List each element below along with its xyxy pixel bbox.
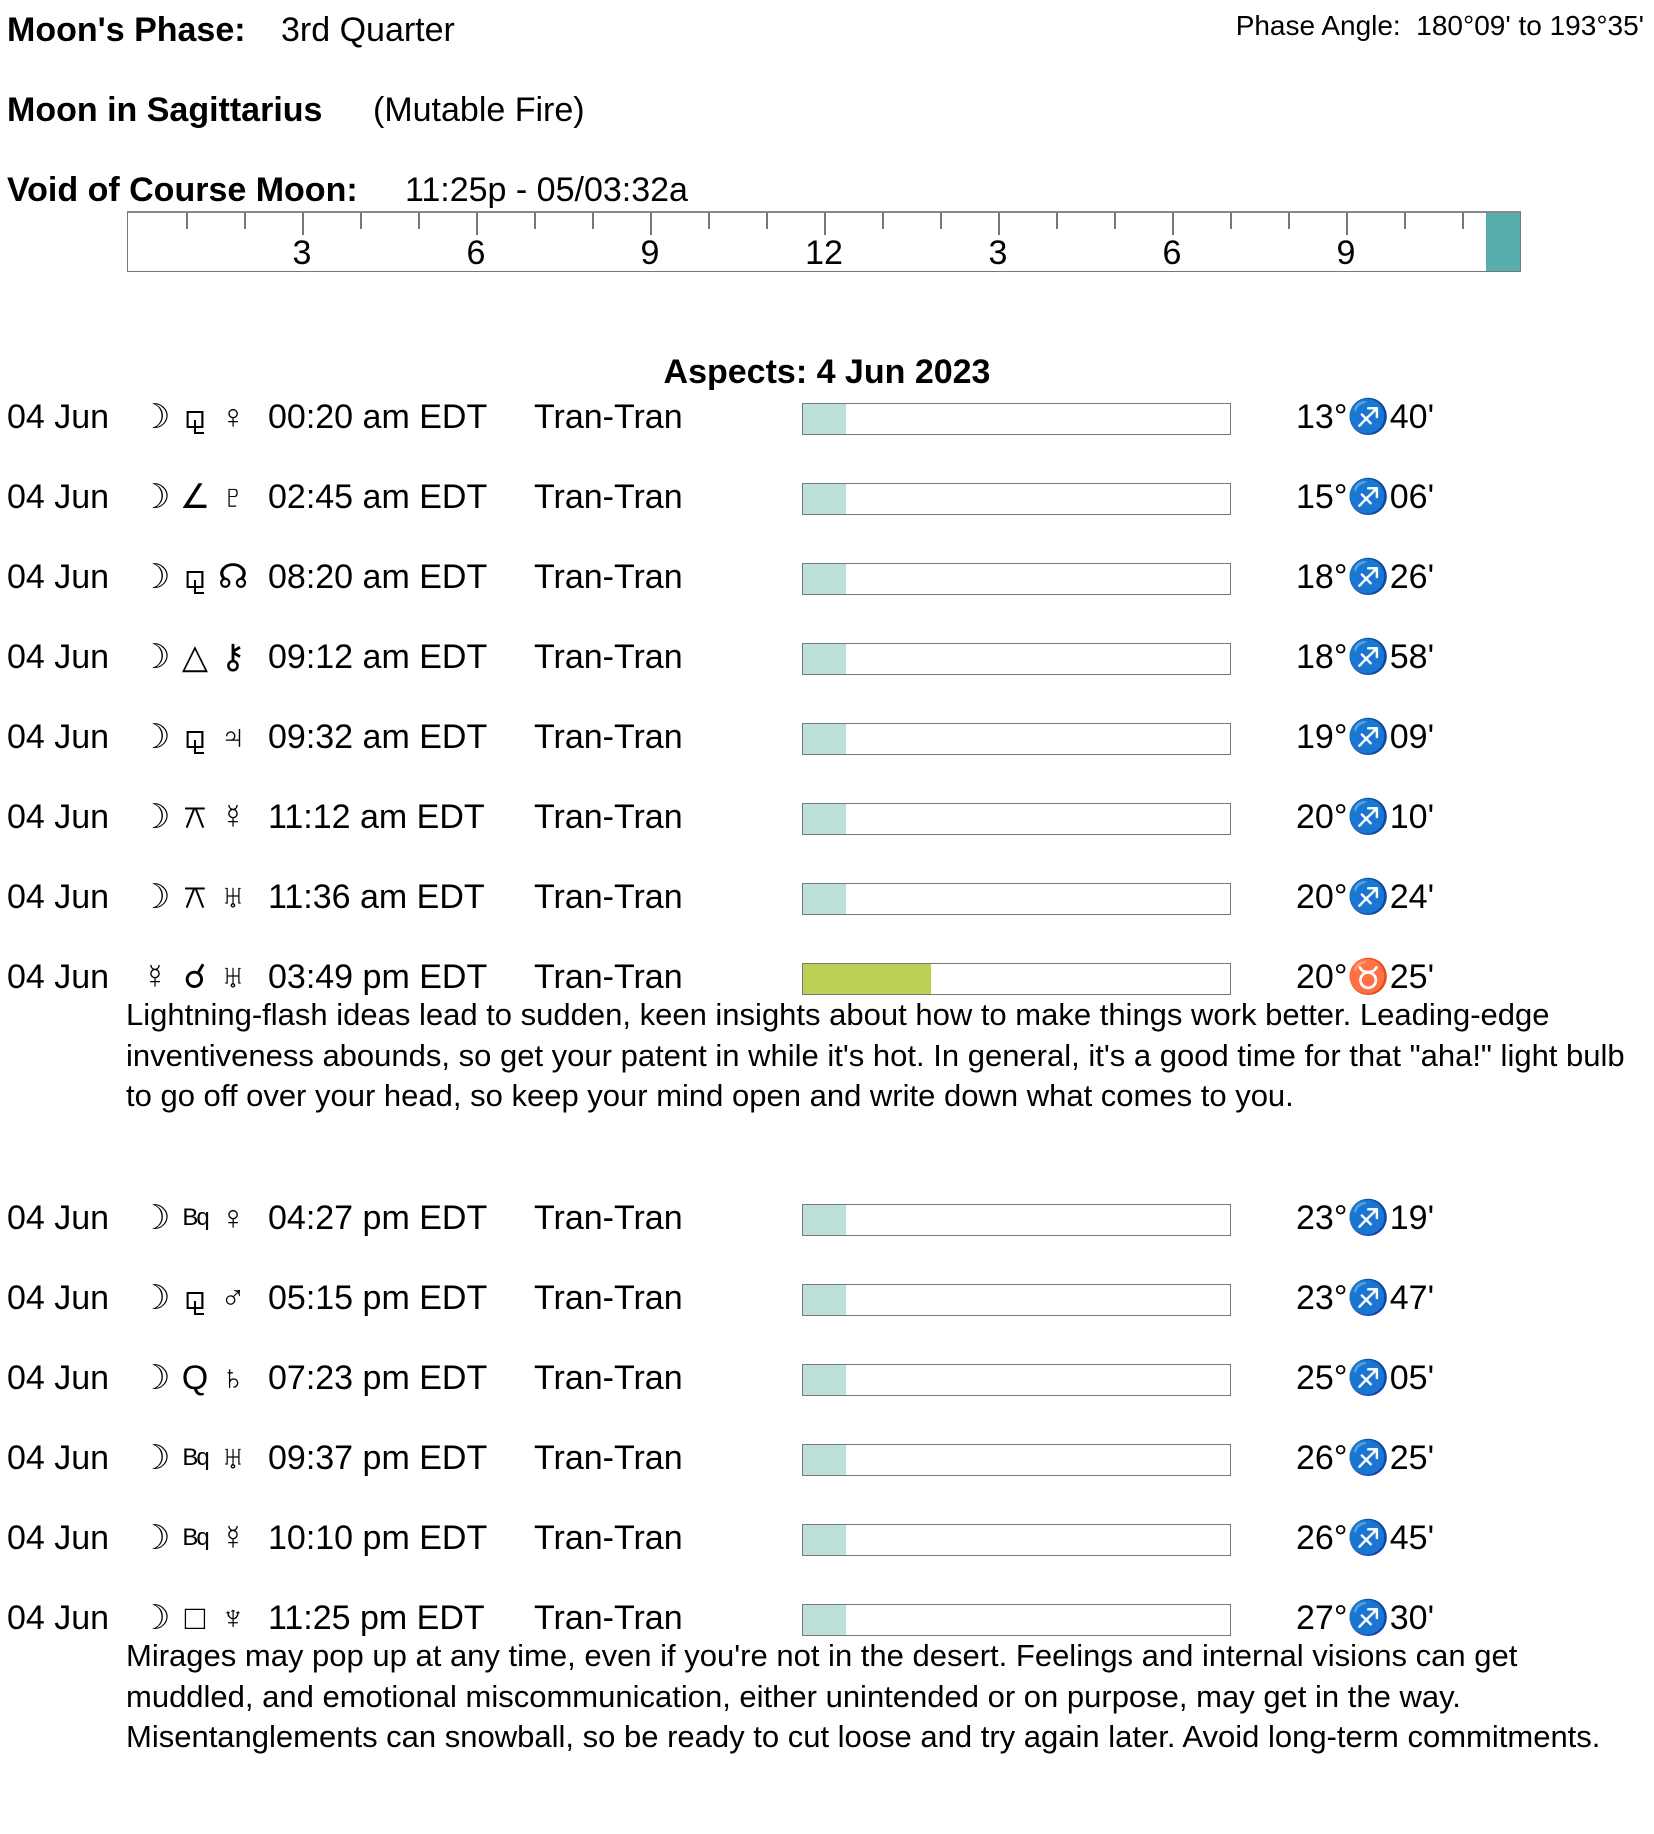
pluto-icon: ♇ [220,478,246,516]
timeline-tick [1346,213,1348,235]
aspect-row [0,877,1654,917]
aspect-strength-bar [802,643,1231,675]
moon-icon: ☽ [140,1359,171,1397]
aspect-position: 19°♐09' [1296,718,1435,756]
aspect-date: 04 Jun [7,1359,110,1397]
timeline-tick [650,213,652,235]
moon-sign-label: Moon in Sagittarius [7,91,323,129]
void-of-course-timeline [127,211,1521,272]
moon-sign-element: (Mutable Fire) [373,91,585,129]
aspect-type: Tran-Tran [534,398,683,436]
timeline-hour-label: 6 [1162,234,1182,272]
aspect-time: 09:32 am EDT [268,718,488,756]
aspect-time: 09:37 pm EDT [268,1439,488,1477]
aspect-time: 07:23 pm EDT [268,1359,488,1397]
timeline-tick [766,213,768,229]
neptune-icon: ♆ [220,1599,246,1637]
quincunx-icon: ⚻ [183,878,207,916]
aspect-strength-bar [802,1524,1231,1556]
aspect-strength-fill [803,1525,846,1555]
aspect-strength-fill [803,1205,846,1235]
aspect-date: 04 Jun [7,478,110,516]
aspect-strength-fill [803,1445,846,1475]
timeline-tick [1404,213,1406,229]
biquintile-icon: Bq [182,1204,208,1231]
aspect-position: 15°♐06' [1296,478,1435,516]
aspect-row [0,1278,1654,1318]
venus-icon: ♀ [220,1199,246,1237]
biquintile-icon: Bq [182,1444,208,1471]
aspect-date: 04 Jun [7,1599,110,1637]
aspect-time: 09:12 am EDT [268,638,488,676]
aspect-position: 18°♐26' [1296,558,1435,596]
aspect-strength-fill [803,724,846,754]
moon-phase-value: 3rd Quarter [281,11,455,49]
aspect-row [0,1598,1654,1638]
aspect-strength-fill [803,644,846,674]
mercury-icon: ☿ [142,958,168,996]
saturn-icon: ♄ [220,1359,246,1397]
mars-icon: ♂ [220,1279,246,1317]
aspect-date: 04 Jun [7,1279,110,1317]
aspect-time: 03:49 pm EDT [268,958,488,996]
aspect-strength-fill [803,484,846,514]
aspect-time: 10:10 pm EDT [268,1519,488,1557]
sesquiquadrate-icon: ⚼ [183,398,207,436]
timeline-tick [1114,213,1116,229]
node-icon: ☊ [218,558,249,596]
moon-icon: ☽ [140,1519,171,1557]
aspect-type: Tran-Tran [534,718,683,756]
aspect-date: 04 Jun [7,1199,110,1237]
void-of-course-value: 11:25p - 05/03:32a [405,171,688,209]
aspect-position: 18°♐58' [1296,638,1435,676]
quintile-icon: Q [181,1359,209,1397]
moon-icon: ☽ [140,478,171,516]
timeline-tick [940,213,942,229]
uranus-icon: ♅ [220,1439,246,1477]
aspect-strength-bar [802,1284,1231,1316]
mercury-icon: ☿ [220,798,246,836]
aspect-row [0,1358,1654,1398]
aspect-position: 13°♐40' [1296,398,1435,436]
timeline-tick [1230,213,1232,229]
aspect-type: Tran-Tran [534,1599,683,1637]
moon-icon: ☽ [140,558,171,596]
aspect-strength-fill [803,804,846,834]
aspect-strength-fill [803,884,846,914]
timeline-tick [302,213,304,235]
aspect-type: Tran-Tran [534,958,683,996]
moon-icon: ☽ [140,1279,171,1317]
timeline-tick [1462,213,1464,229]
aspect-strength-bar [802,1204,1231,1236]
uranus-icon: ♅ [220,958,246,996]
aspect-strength-fill [803,964,931,994]
timeline-tick [998,213,1000,235]
timeline-tick [186,213,188,229]
moon-icon: ☽ [140,638,171,676]
aspect-row [0,1198,1654,1238]
aspect-position: 27°♐30' [1296,1599,1435,1637]
aspect-date: 04 Jun [7,558,110,596]
mercury-icon: ☿ [220,1519,246,1557]
aspect-row [0,717,1654,757]
phase-angle-label: Phase Angle: [1235,10,1401,41]
timeline-hour-label: 3 [988,234,1008,272]
sesquiquadrate-icon: ⚼ [183,1279,207,1317]
aspect-time: 11:36 am EDT [268,878,485,916]
aspect-row [0,1438,1654,1478]
aspect-type: Tran-Tran [534,1279,683,1317]
aspect-strength-bar [802,883,1231,915]
timeline-tick [592,213,594,229]
aspect-strength-fill [803,1365,846,1395]
aspect-description: Lightning-flash ideas lead to sudden, keen insights about how to make things work better. Leading-edge inventiveness abounds, so get your patent in while it's hot. In general, it's a good time for that "aha!" light bulb to go off over your head, so keep your mind open and write down what comes to you. [126,997,1625,1113]
timeline-hour-label: 6 [466,234,486,272]
aspect-strength-fill [803,1605,846,1635]
moon-icon: ☽ [140,398,171,436]
timeline-tick [1056,213,1058,229]
phase-angle [1236,8,1644,44]
aspect-strength-bar [802,1444,1231,1476]
timeline-tick [1172,213,1174,235]
moon-icon: ☽ [140,878,171,916]
aspect-date: 04 Jun [7,718,110,756]
jupiter-icon: ♃ [220,718,246,756]
aspect-type: Tran-Tran [534,798,683,836]
uranus-icon: ♅ [220,878,246,916]
aspect-strength-bar [802,803,1231,835]
aspect-row [0,557,1654,597]
aspect-date: 04 Jun [7,878,110,916]
aspect-type: Tran-Tran [534,558,683,596]
conjunction-icon: ☌ [183,958,207,996]
aspects-title: Aspects: 4 Jun 2023 [663,353,991,391]
aspect-type: Tran-Tran [534,878,683,916]
aspect-type: Tran-Tran [534,1519,683,1557]
aspect-position: 25°♐05' [1296,1359,1435,1397]
aspect-strength-bar [802,403,1231,435]
aspect-position: 23°♐47' [1296,1279,1435,1317]
aspect-row [0,397,1654,437]
timeline-tick [882,213,884,229]
aspect-strength-fill [803,1285,846,1315]
aspect-row [0,957,1654,997]
aspect-time: 11:12 am EDT [268,798,485,836]
aspect-time: 08:20 am EDT [268,558,488,596]
aspect-type: Tran-Tran [534,638,683,676]
aspect-date: 04 Jun [7,958,110,996]
timeline-tick [824,213,826,235]
aspect-type: Tran-Tran [534,1359,683,1397]
square-icon: □ [184,1599,206,1637]
aspect-time: 05:15 pm EDT [268,1279,488,1317]
semisquare-icon: ∠ [179,478,211,516]
aspect-date: 04 Jun [7,638,110,676]
sesquiquadrate-icon: ⚼ [183,558,207,596]
aspect-row [0,1518,1654,1558]
chiron-icon: ⚷ [220,638,246,676]
aspect-row [0,797,1654,837]
venus-icon: ♀ [220,398,246,436]
aspect-strength-bar [802,483,1231,515]
timeline-tick [534,213,536,229]
sesquiquadrate-icon: ⚼ [183,718,207,756]
aspect-date: 04 Jun [7,1519,110,1557]
trine-icon: △ [181,638,209,676]
moon-icon: ☽ [140,1599,171,1637]
aspect-strength-fill [803,564,846,594]
aspect-type: Tran-Tran [534,1199,683,1237]
moon-icon: ☽ [140,718,171,756]
void-of-course-label: Void of Course Moon: [7,171,358,209]
aspect-row [0,477,1654,517]
aspect-date: 04 Jun [7,798,110,836]
aspect-time: 11:25 pm EDT [268,1599,485,1637]
void-of-course-fill [1486,213,1520,271]
aspect-date: 04 Jun [7,1439,110,1477]
moon-icon: ☽ [140,798,171,836]
aspect-strength-bar [802,1604,1231,1636]
phase-angle-value: 180°09' to 193°35' [1416,10,1644,41]
aspect-position: 20°♐24' [1296,878,1435,916]
aspect-position: 23°♐19' [1296,1199,1435,1237]
timeline-tick [476,213,478,235]
aspect-time: 00:20 am EDT [268,398,488,436]
timeline-hour-label: 9 [1336,234,1356,272]
aspect-strength-fill [803,404,846,434]
moon-icon: ☽ [140,1199,171,1237]
aspect-position: 20°♐10' [1296,798,1435,836]
timeline-hour-label: 12 [805,234,843,272]
timeline-tick [418,213,420,229]
moon-phase-label: Moon's Phase: [7,11,246,49]
aspect-date: 04 Jun [7,398,110,436]
aspect-time: 02:45 am EDT [268,478,488,516]
aspect-strength-bar [802,723,1231,755]
aspect-description: Mirages may pop up at any time, even if you're not in the desert. Feelings and internal visions can get muddled, and emotional miscommunication, either unintended or on purpose, may get in the way. Misentanglements can snowball, so be ready to cut loose and try again later. Avoid long-term commitments. [126,1638,1601,1754]
aspect-strength-bar [802,963,1231,995]
timeline-tick [244,213,246,229]
timeline-hour-label: 9 [640,234,660,272]
timeline-tick [708,213,710,229]
aspect-time: 04:27 pm EDT [268,1199,488,1237]
timeline-tick [360,213,362,229]
aspect-strength-bar [802,563,1231,595]
aspect-type: Tran-Tran [534,1439,683,1477]
aspect-type: Tran-Tran [534,478,683,516]
aspect-row [0,637,1654,677]
aspect-position: 26°♐25' [1296,1439,1435,1477]
moon-icon: ☽ [140,1439,171,1477]
timeline-hour-label: 3 [292,234,312,272]
aspect-strength-bar [802,1364,1231,1396]
aspect-position: 26°♐45' [1296,1519,1435,1557]
biquintile-icon: Bq [182,1524,208,1551]
aspect-position: 20°♉25' [1296,958,1435,996]
timeline-tick [1288,213,1290,229]
quincunx-icon: ⚻ [183,798,207,836]
